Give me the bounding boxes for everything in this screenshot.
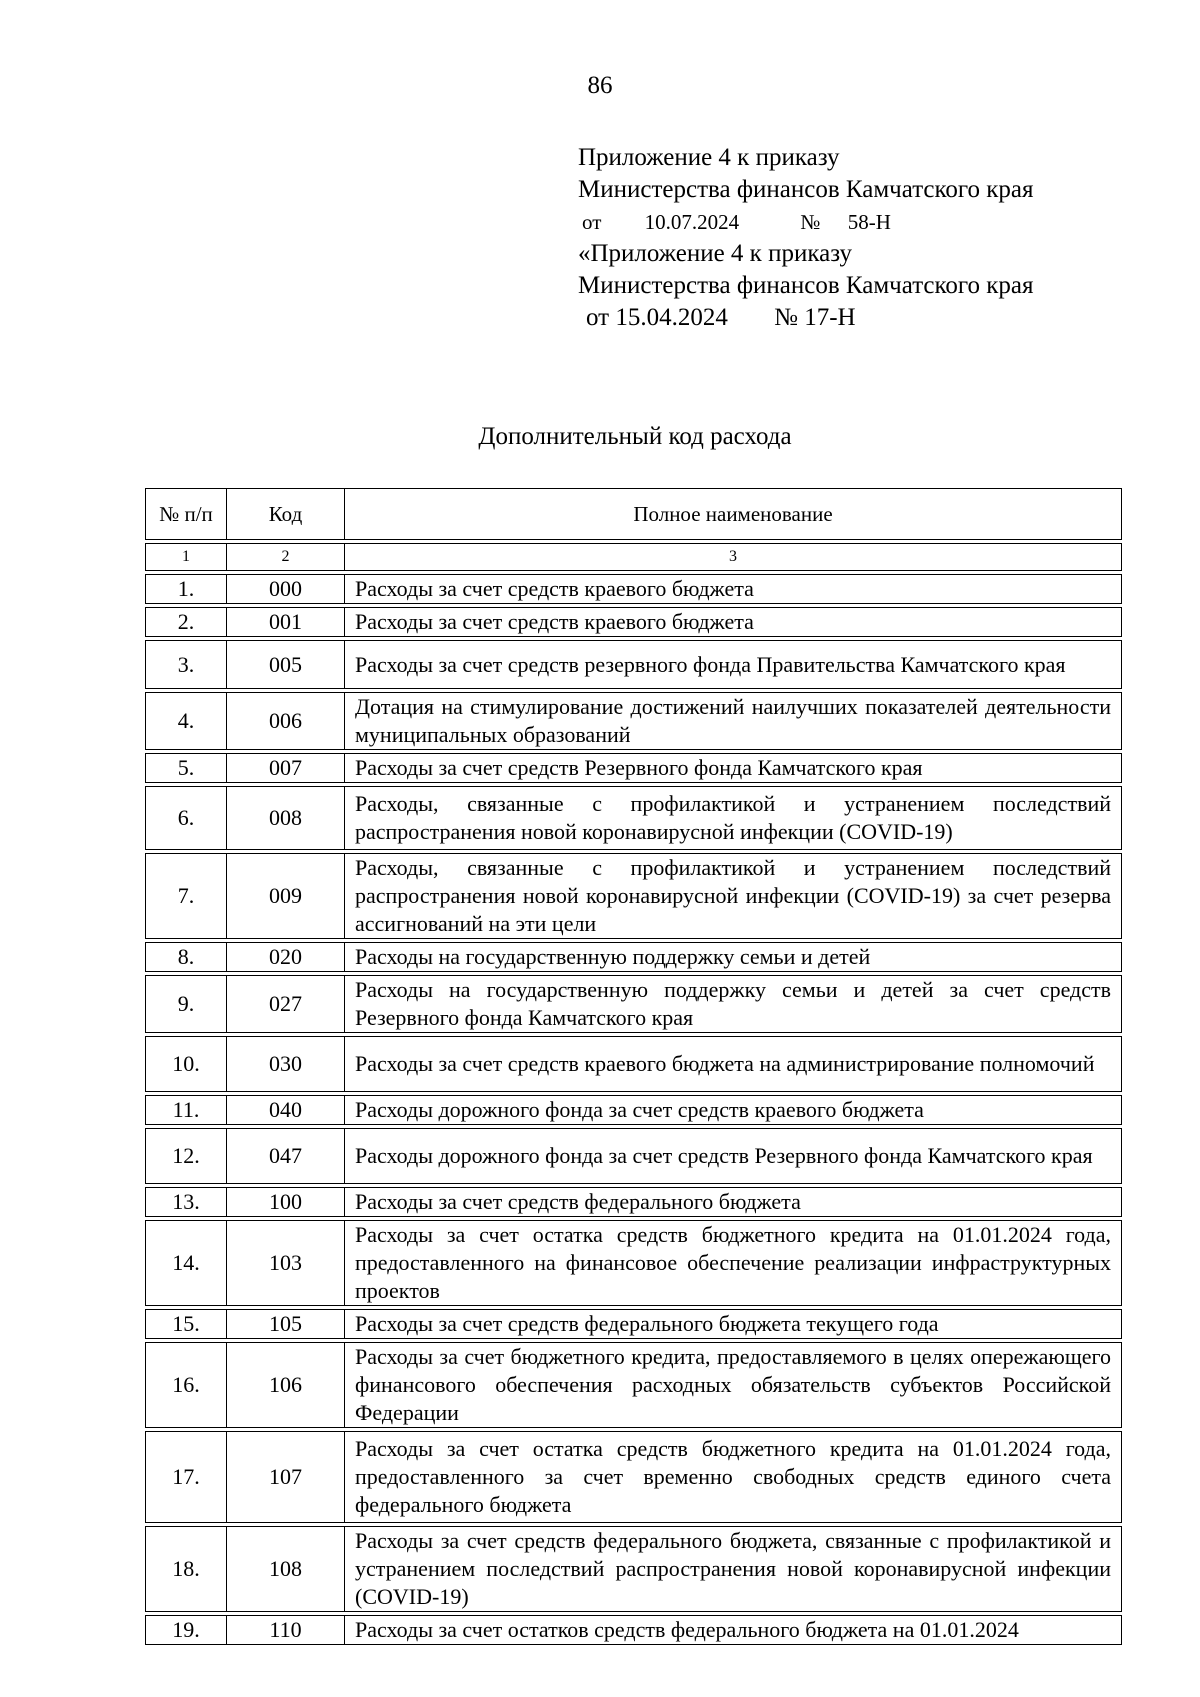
row-code: 040 (227, 1095, 345, 1125)
row-num: 9. (145, 975, 227, 1033)
header-code: Код (227, 488, 345, 540)
prev-order-date: от 15.04.2024 (586, 304, 728, 331)
row-num: 4. (145, 692, 227, 750)
row-name: Расходы за счет остатка средств бюджетного кредита на 01.01.2024 года, предоставленного за счет временно свободных средств единого счета федерального бюджета (345, 1431, 1122, 1523)
row-num: 6. (145, 786, 227, 850)
row-code: 027 (227, 975, 345, 1033)
table-row (145, 975, 1122, 1033)
expense-code-table (145, 485, 1122, 1648)
row-num: 14. (145, 1220, 227, 1306)
row-name: Расходы за счет остатков средств федерального бюджета на 01.01.2024 (345, 1615, 1122, 1645)
prev-appendix-line: «Приложение 4 к приказу (578, 240, 853, 267)
row-num: 15. (145, 1309, 227, 1339)
index-name: 3 (345, 543, 1122, 571)
row-num: 17. (145, 1431, 227, 1523)
row-code: 008 (227, 786, 345, 850)
row-name: Расходы на государственную поддержку семьи и детей (345, 942, 1122, 972)
row-name: Расходы дорожного фонда за счет средств Резервного фонда Камчатского края (345, 1128, 1122, 1184)
table-row (145, 1309, 1122, 1339)
header-num: № п/п (145, 488, 227, 540)
row-code: 047 (227, 1128, 345, 1184)
row-code: 009 (227, 853, 345, 939)
row-code: 108 (227, 1526, 345, 1612)
order-header (578, 142, 1034, 334)
row-code: 020 (227, 942, 345, 972)
row-num: 16. (145, 1342, 227, 1428)
prev-order-number: № 17-Н (774, 304, 856, 331)
ministry-line: Министерства финансов Камчатского края (578, 176, 1034, 203)
table-row (145, 1615, 1122, 1645)
table-row (145, 1526, 1122, 1612)
row-name: Расходы, связанные с профилактикой и устранением последствий распространения новой коронавирусной инфекции (COVID-19) (345, 786, 1122, 850)
table-row (145, 1095, 1122, 1125)
table-row (145, 1431, 1122, 1523)
table-row (145, 1342, 1122, 1428)
table-row (145, 607, 1122, 637)
table-row (145, 574, 1122, 604)
prev-ministry-line: Министерства финансов Камчатского края (578, 272, 1034, 299)
index-code: 2 (227, 543, 345, 571)
order-from: от (582, 210, 602, 234)
row-name: Расходы за счет средств краевого бюджета (345, 574, 1122, 604)
row-name: Расходы за счет средств Резервного фонда Камчатского края (345, 753, 1122, 783)
row-num: 18. (145, 1526, 227, 1612)
table-row (145, 786, 1122, 850)
header-name: Полное наименование (345, 488, 1122, 540)
table-row (145, 692, 1122, 750)
row-name: Расходы за счет средств федерального бюджета, связанные с профилактикой и устранением последствий распространения новой коронавирусной инфекции (COVID-19) (345, 1526, 1122, 1612)
table-row (145, 753, 1122, 783)
row-num: 2. (145, 607, 227, 637)
row-num: 5. (145, 753, 227, 783)
row-num: 10. (145, 1036, 227, 1092)
row-code: 005 (227, 640, 345, 689)
table-header-row (145, 488, 1122, 540)
row-name: Расходы за счет средств федерального бюджета текущего года (345, 1309, 1122, 1339)
row-name: Расходы дорожного фонда за счет средств краевого бюджета (345, 1095, 1122, 1125)
order-number-sign: № (800, 210, 821, 234)
row-num: 19. (145, 1615, 227, 1645)
row-num: 13. (145, 1187, 227, 1217)
table-row (145, 1128, 1122, 1184)
table-row (145, 942, 1122, 972)
row-name: Расходы за счет средств краевого бюджета (345, 607, 1122, 637)
row-num: 3. (145, 640, 227, 689)
table-body (145, 574, 1122, 1645)
row-code: 107 (227, 1431, 345, 1523)
row-name: Расходы, связанные с профилактикой и устранением последствий распространения новой коронавирусной инфекции (COVID-19) за счет резерва ассигнований на эти цели (345, 853, 1122, 939)
document-title: Дополнительный код расхода (478, 423, 792, 450)
row-code: 007 (227, 753, 345, 783)
table-row (145, 1036, 1122, 1092)
table-row (145, 1220, 1122, 1306)
table-row (145, 853, 1122, 939)
table-row (145, 1187, 1122, 1217)
table-row (145, 640, 1122, 689)
row-name: Расходы за счет средств федерального бюджета (345, 1187, 1122, 1217)
row-num: 8. (145, 942, 227, 972)
row-code: 030 (227, 1036, 345, 1092)
row-code: 105 (227, 1309, 345, 1339)
row-name: Расходы за счет средств резервного фонда Правительства Камчатского края (345, 640, 1122, 689)
row-code: 110 (227, 1615, 345, 1645)
order-reference (578, 206, 1034, 238)
row-code: 000 (227, 574, 345, 604)
appendix-line: Приложение 4 к приказу (578, 144, 840, 171)
prev-order-reference (578, 302, 1034, 334)
row-name: Дотация на стимулирование достижений наилучших показателей деятельности муниципальных образований (345, 692, 1122, 750)
row-name: Расходы за счет остатка средств бюджетного кредита на 01.01.2024 года, предоставленного на финансовое обеспечение реализации инфраструктурных проектов (345, 1220, 1122, 1306)
page-number: 86 (587, 72, 613, 99)
row-num: 1. (145, 574, 227, 604)
row-code: 006 (227, 692, 345, 750)
order-number: 58-Н (847, 210, 891, 234)
column-index-row (145, 543, 1122, 571)
row-num: 7. (145, 853, 227, 939)
row-name: Расходы за счет средств краевого бюджета на администрирование полномочий (345, 1036, 1122, 1092)
row-code: 100 (227, 1187, 345, 1217)
row-num: 11. (145, 1095, 227, 1125)
row-code: 001 (227, 607, 345, 637)
order-date: 10.07.2024 (644, 210, 740, 234)
row-num: 12. (145, 1128, 227, 1184)
row-code: 103 (227, 1220, 345, 1306)
row-name: Расходы за счет бюджетного кредита, предоставляемого в целях опережающего финансового обеспечения расходных обязательств субъектов Российской Федерации (345, 1342, 1122, 1428)
row-code: 106 (227, 1342, 345, 1428)
row-name: Расходы на государственную поддержку семьи и детей за счет средств Резервного фонда Камчатского края (345, 975, 1122, 1033)
index-num: 1 (145, 543, 227, 571)
